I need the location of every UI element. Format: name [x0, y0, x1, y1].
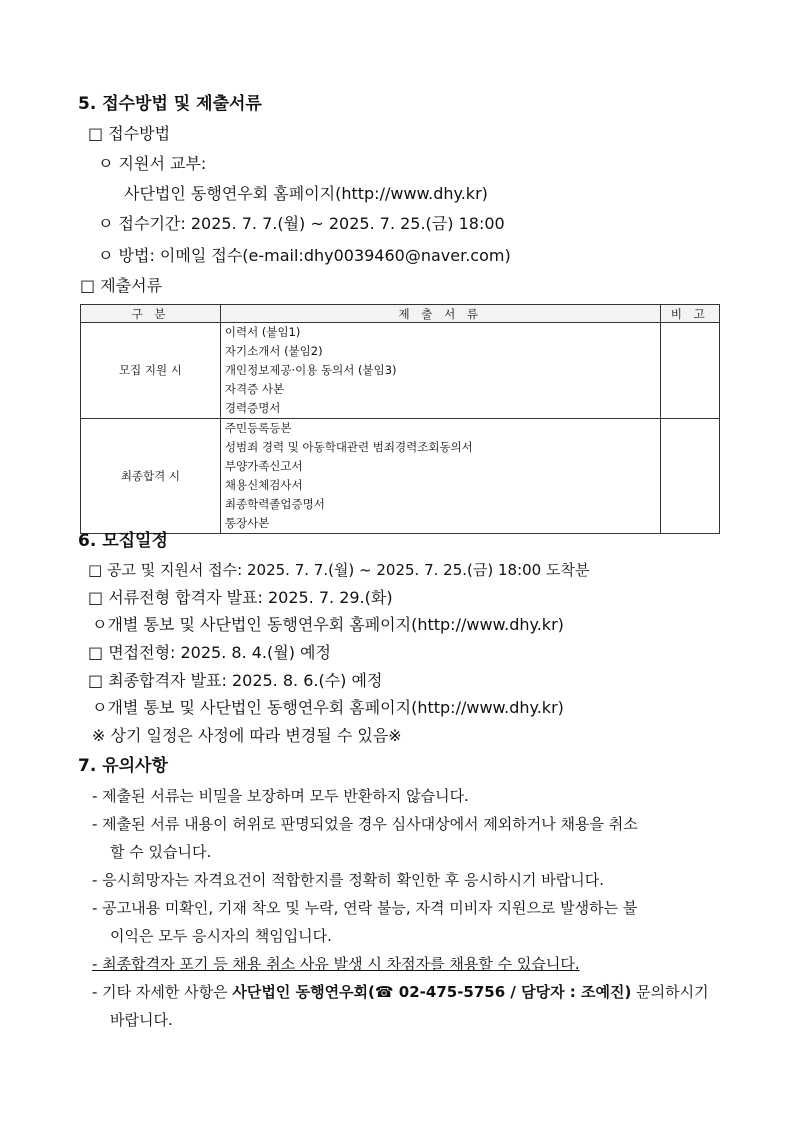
- documents-table: [80, 304, 720, 534]
- row-documents: [220, 323, 660, 419]
- document-item: 자기소개서 (붙임2): [224, 344, 323, 358]
- schedule-line-5: □ 최종합격자 발표: 2025. 8. 6.(수) 예정: [88, 671, 383, 690]
- document-item: 이력서 (붙임1): [224, 325, 301, 339]
- method-title: □ 접수방법: [88, 124, 171, 143]
- row-note: [660, 419, 719, 534]
- document-item: 채용신체검사서: [224, 478, 303, 492]
- notice-4: - 공고내용 미확인, 기재 착오 및 누락, 연락 불능, 자격 미비자 지원으로 발생하는 불: [92, 899, 638, 917]
- reception-method: ㅇ 방법: 이메일 접수(e-mail:dhy0039460@naver.com): [98, 246, 511, 265]
- schedule-note: ※ 상기 일정은 사정에 따라 변경될 수 있음※: [92, 726, 402, 745]
- row-note: [660, 323, 719, 419]
- notice-2-cont: 할 수 있습니다.: [110, 843, 212, 861]
- notice-1: - 제출된 서류는 비밀을 보장하며 모두 반환하지 않습니다.: [92, 787, 469, 805]
- document-item: 경력증명서: [224, 401, 281, 415]
- document-item: 주민등록등본: [224, 421, 292, 435]
- header-category: 구 분: [81, 305, 221, 323]
- document-item: 통장사본: [224, 516, 270, 530]
- table-row: [81, 419, 720, 534]
- notice-6-suffix: 문의하시기: [631, 983, 709, 1001]
- section-5-heading: 5. 접수방법 및 제출서류: [78, 94, 262, 114]
- notice-6-prefix: - 기타 자세한 사항은: [92, 983, 233, 1001]
- documents-title: □ 제출서류: [80, 276, 163, 295]
- reception-period: ㅇ 접수기간: 2025. 7. 7.(월) ~ 2025. 7. 25.(금) 18:00: [98, 214, 505, 233]
- notice-5: - 최종합격자 포기 등 채용 취소 사유 발생 시 차점자를 채용할 수 있습니다.: [92, 955, 580, 973]
- schedule-line-6: ㅇ개별 통보 및 사단법인 동행연우회 홈페이지(http://www.dhy.kr): [92, 698, 564, 717]
- document-item: 부양가족신고서: [224, 459, 303, 473]
- delivery-label: ㅇ 지원서 교부:: [98, 154, 207, 173]
- schedule-line-2: □ 서류전형 합격자 발표: 2025. 7. 29.(화): [88, 588, 393, 607]
- schedule-line-4: □ 면접전형: 2025. 8. 4.(월) 예정: [88, 643, 331, 662]
- document-item: 자격증 사본: [224, 382, 285, 396]
- schedule-line-1: □ 공고 및 지원서 접수: 2025. 7. 7.(월) ~ 2025. 7. 25.(금) 18:00 도착분: [88, 561, 590, 579]
- schedule-line-3: ㅇ개별 통보 및 사단법인 동행연우회 홈페이지(http://www.dhy.kr): [92, 615, 564, 634]
- header-notes: 비 고: [660, 305, 719, 323]
- row-category: 최종합격 시: [81, 419, 221, 534]
- document-item: 성범죄 경력 및 아동학대관련 범죄경력조회동의서: [224, 440, 473, 454]
- table-header-row: [81, 305, 720, 323]
- section-7-heading: 7. 유의사항: [78, 756, 168, 776]
- notice-2: - 제출된 서류 내용이 허위로 판명되었을 경우 심사대상에서 제외하거나 채용을 취소: [92, 815, 638, 833]
- document-item: 개인정보제공·이용 동의서 (붙임3): [224, 363, 397, 377]
- contact-info: 사단법인 동행연우회(☎ 02-475-5756 / 담당자 : 조예진): [232, 983, 632, 1001]
- section-6-heading: 6. 모집일정: [78, 531, 168, 551]
- document-item: 최종학력졸업증명서: [224, 497, 325, 511]
- notice-3: - 응시희망자는 자격요건이 적합한지를 정확히 확인한 후 응시하시기 바랍니다.: [92, 871, 605, 889]
- notice-6: [92, 982, 709, 1002]
- table-row: [81, 323, 720, 419]
- row-documents: [220, 419, 660, 534]
- header-documents: 제 출 서 류: [220, 305, 660, 323]
- notice-6-cont: 바랍니다.: [110, 1011, 173, 1029]
- delivery-value: 사단법인 동행연우회 홈페이지(http://www.dhy.kr): [124, 184, 488, 203]
- notice-4-cont: 이익은 모두 응시자의 책임입니다.: [110, 927, 332, 945]
- row-category: 모집 지원 시: [81, 323, 221, 419]
